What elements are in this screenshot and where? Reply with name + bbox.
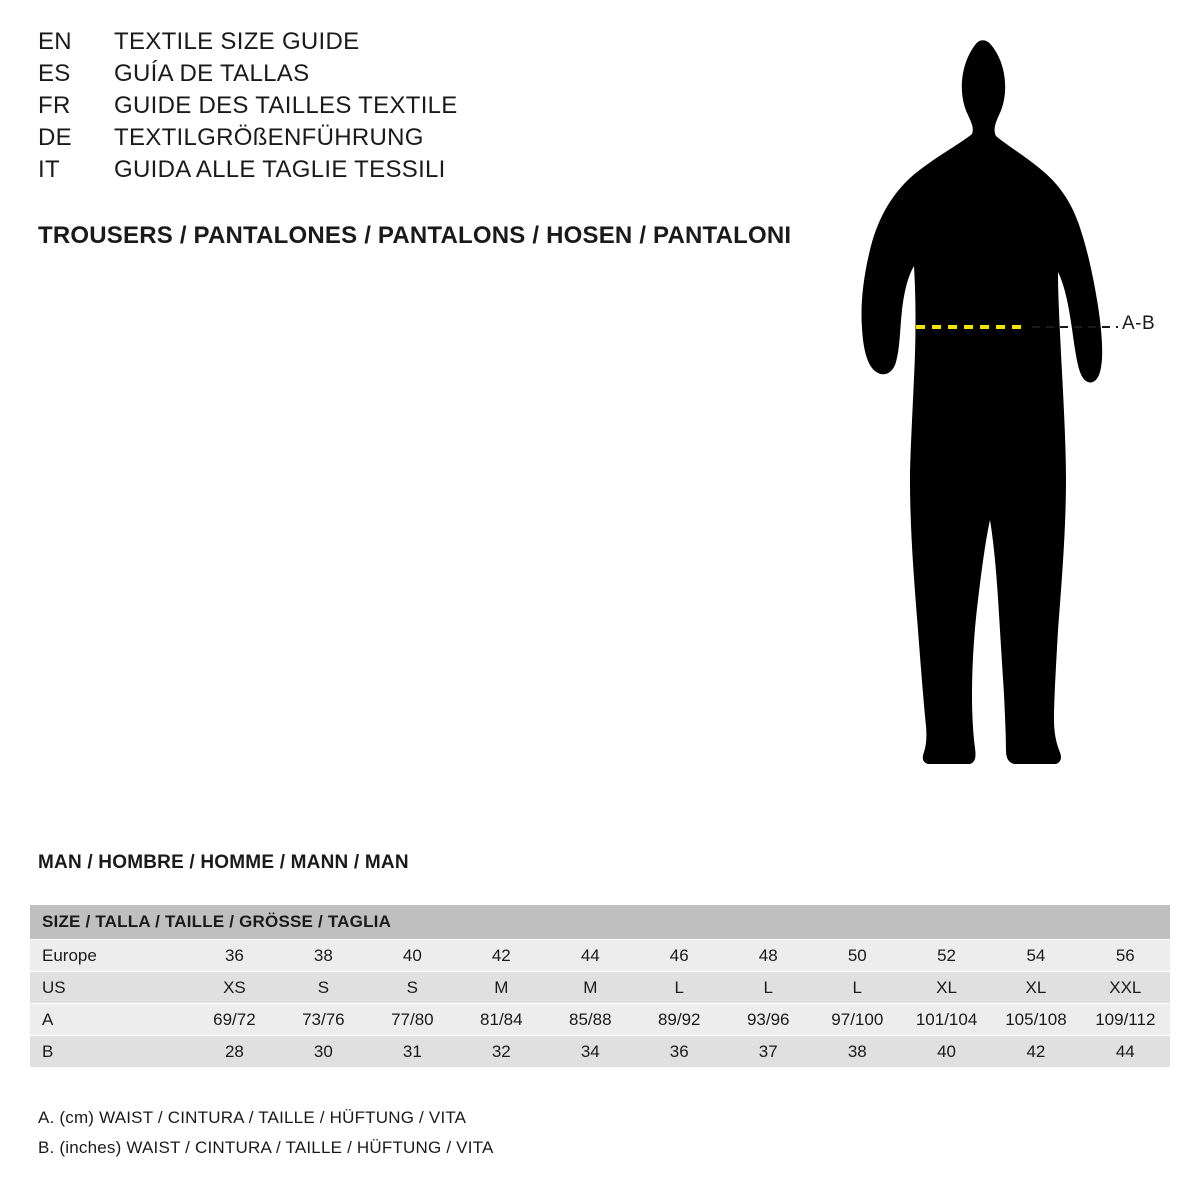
cell-value: 97/100 [813, 1004, 902, 1036]
cell-value: 28 [190, 1036, 279, 1068]
cell-value: 50 [813, 940, 902, 972]
footnote-a: A. (cm) WAIST / CINTURA / TAILLE / HÜFTUNG / VITA [38, 1108, 467, 1127]
cell-value: 77/80 [368, 1004, 457, 1036]
cell-value: 93/96 [724, 1004, 813, 1036]
cell-value: 40 [902, 1036, 991, 1068]
language-code: IT [38, 156, 60, 183]
cell-value: XL [902, 972, 991, 1004]
table-row [30, 1036, 1170, 1068]
cell-value: XS [190, 972, 279, 1004]
cell-value: 42 [991, 1036, 1080, 1068]
language-code: ES [38, 60, 71, 87]
cell-value: 30 [279, 1036, 368, 1068]
language-row [38, 60, 798, 92]
table-row [30, 972, 1170, 1004]
cell-value: 89/92 [635, 1004, 724, 1036]
male-silhouette-figure [800, 10, 1200, 810]
cell-value: M [546, 972, 635, 1004]
cell-value: 52 [902, 940, 991, 972]
footnotes-block [38, 1108, 494, 1168]
cell-value: 34 [546, 1036, 635, 1068]
table-row [30, 940, 1170, 972]
language-row [38, 156, 798, 188]
cell-value: 44 [546, 940, 635, 972]
language-code: EN [38, 28, 72, 55]
language-code: DE [38, 124, 72, 151]
cell-value: 36 [190, 940, 279, 972]
cell-value: 56 [1081, 940, 1170, 972]
footnote-b: B. (inches) WAIST / CINTURA / TAILLE / HÜFTUNG / VITA [38, 1138, 494, 1157]
cell-value: 46 [635, 940, 724, 972]
cell-value: L [635, 972, 724, 1004]
row-label: B [30, 1036, 190, 1068]
cell-value: 105/108 [991, 1004, 1080, 1036]
cell-value: 69/72 [190, 1004, 279, 1036]
silhouette-shape [861, 40, 1102, 764]
cell-value: 37 [724, 1036, 813, 1068]
garment-type-line: TROUSERS / PANTALONES / PANTALONS / HOSEN / PANTALONI [38, 222, 792, 249]
language-title: TEXTILGRÖßENFÜHRUNG [114, 124, 424, 151]
table-header-label: SIZE / TALLA / TAILLE / GRÖSSE / TAGLIA [30, 905, 1170, 940]
cell-value: 73/76 [279, 1004, 368, 1036]
gender-section-title: MAN / HOMBRE / HOMME / MANN / MAN [38, 852, 409, 873]
cell-value: 42 [457, 940, 546, 972]
cell-value: 109/112 [1081, 1004, 1170, 1036]
language-row [38, 28, 798, 60]
table-header-row [30, 905, 1170, 940]
cell-value: 101/104 [902, 1004, 991, 1036]
language-row [38, 92, 798, 124]
cell-value: 38 [279, 940, 368, 972]
cell-value: L [813, 972, 902, 1004]
cell-value: 40 [368, 940, 457, 972]
cell-value: XL [991, 972, 1080, 1004]
cell-value: 44 [1081, 1036, 1170, 1068]
cell-value: XXL [1081, 972, 1170, 1004]
language-title: GUÍA DE TALLAS [114, 60, 310, 87]
cell-value: L [724, 972, 813, 1004]
cell-value: 38 [813, 1036, 902, 1068]
row-label: US [30, 972, 190, 1004]
cell-value: 85/88 [546, 1004, 635, 1036]
cell-value: M [457, 972, 546, 1004]
cell-value: 32 [457, 1036, 546, 1068]
row-label: Europe [30, 940, 190, 972]
cell-value: 48 [724, 940, 813, 972]
size-table [30, 905, 1170, 1068]
language-title: TEXTILE SIZE GUIDE [114, 28, 360, 55]
row-label: A [30, 1004, 190, 1036]
measure-label-ab: A-B [1122, 313, 1156, 334]
cell-value: S [279, 972, 368, 1004]
cell-value: 36 [635, 1036, 724, 1068]
language-row [38, 124, 798, 156]
language-title: GUIDA ALLE TAGLIE TESSILI [114, 156, 446, 183]
cell-value: 31 [368, 1036, 457, 1068]
table-row [30, 1004, 1170, 1036]
cell-value: 81/84 [457, 1004, 546, 1036]
cell-value: 54 [991, 940, 1080, 972]
language-title-block [38, 28, 798, 188]
cell-value: S [368, 972, 457, 1004]
language-code: FR [38, 92, 71, 119]
language-title: GUIDE DES TAILLES TEXTILE [114, 92, 458, 119]
